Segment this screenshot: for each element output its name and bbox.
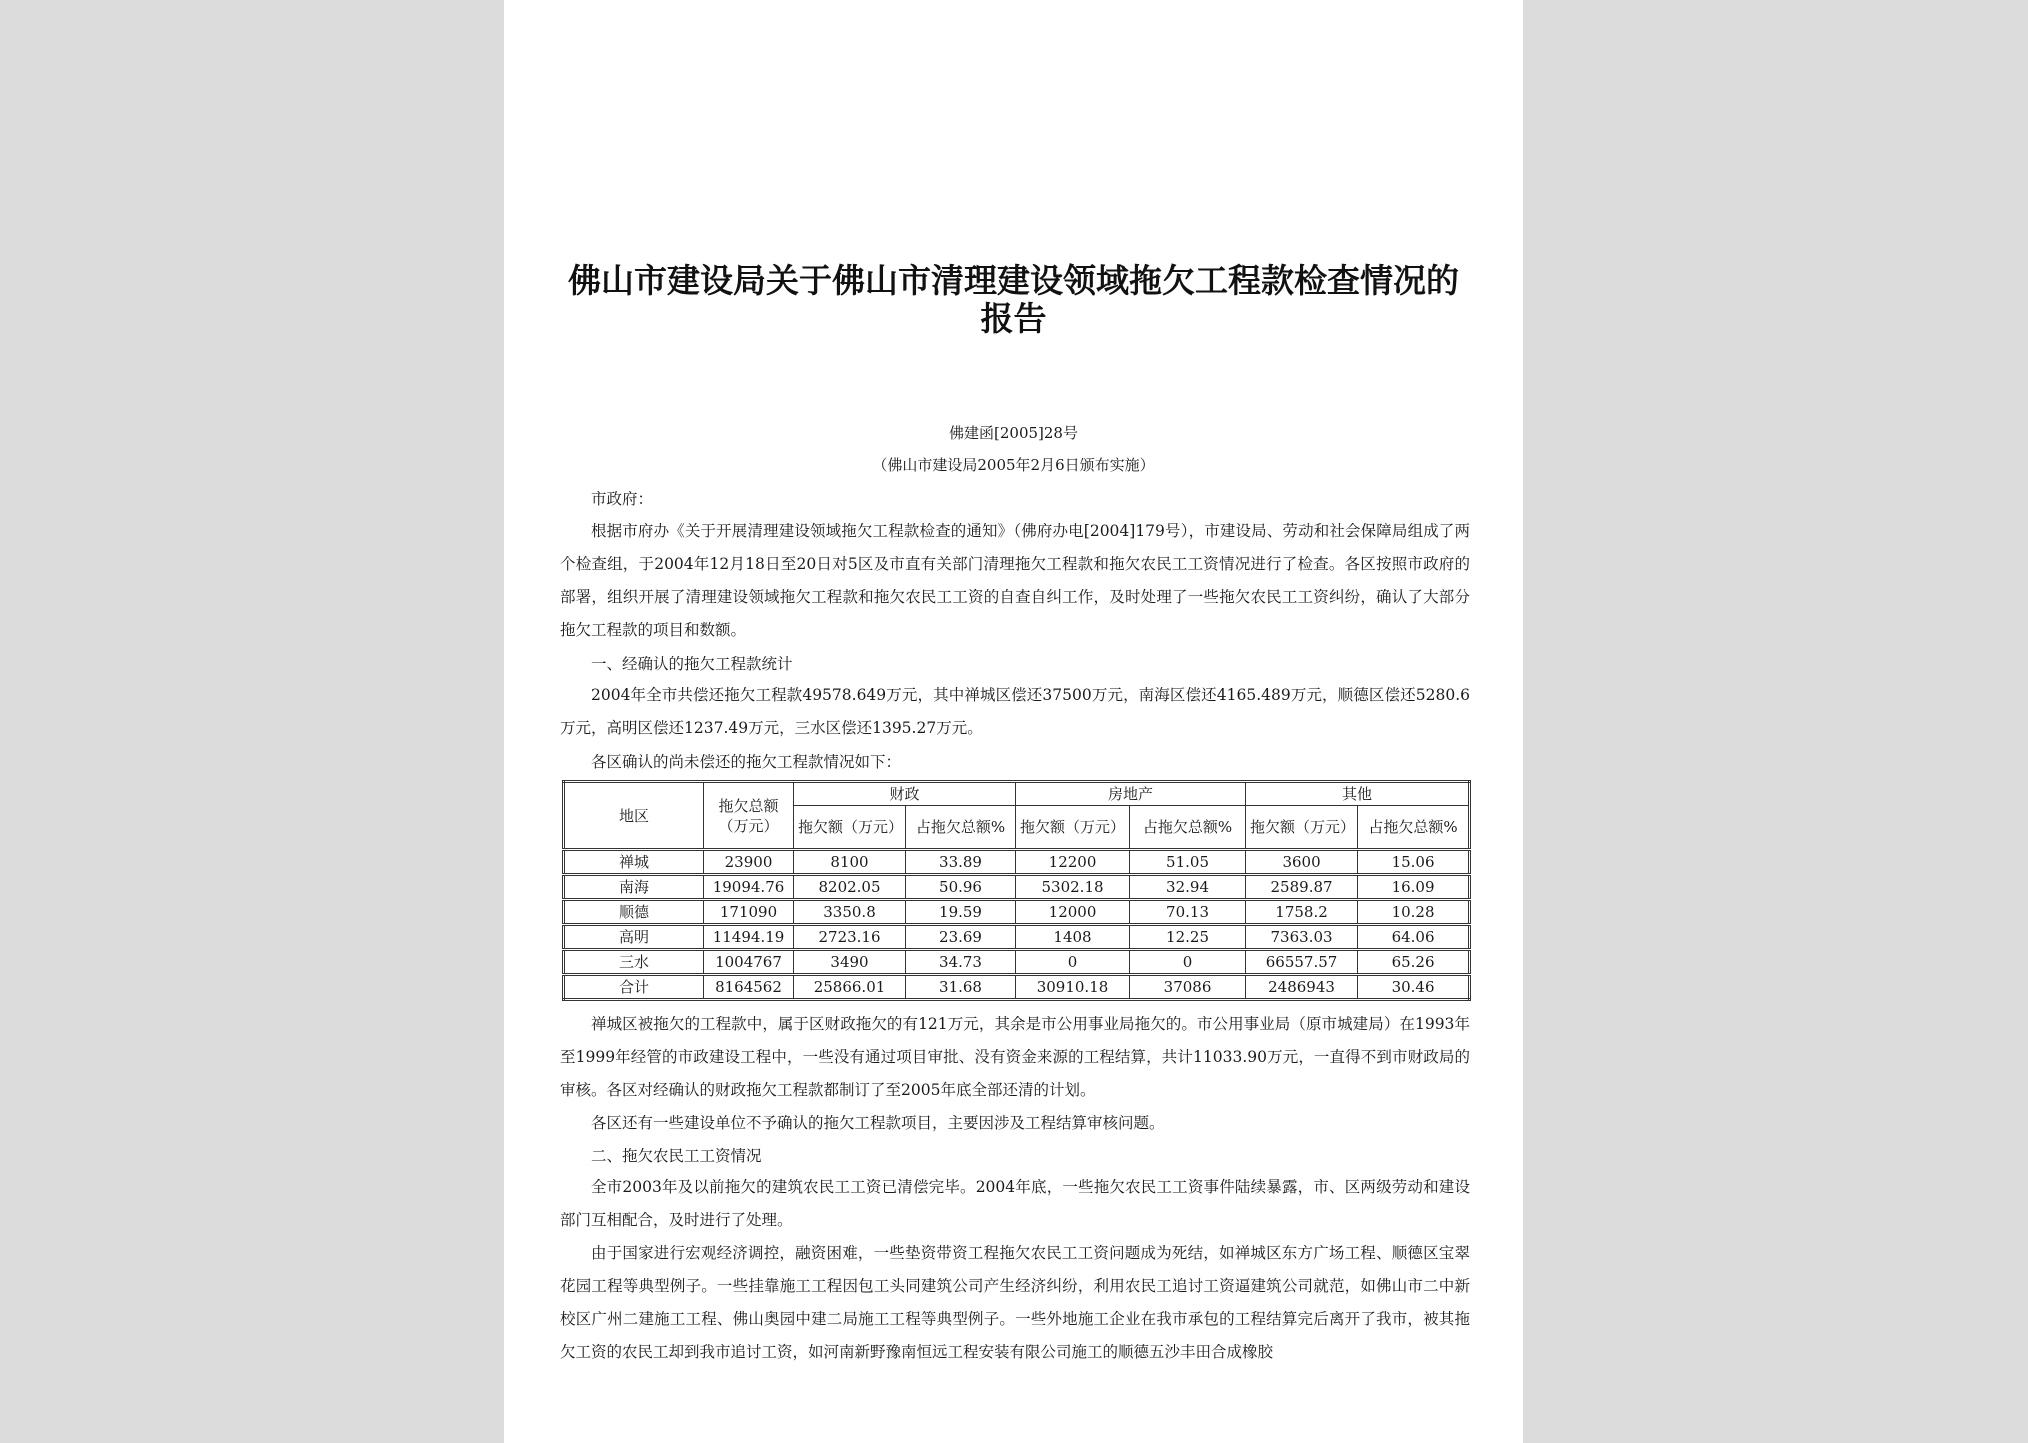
- cell-other-percent: 30.46: [1358, 975, 1470, 1000]
- cell-other-amount: 2486943: [1246, 975, 1358, 1000]
- cell-realestate-amount: 30910.18: [1016, 975, 1130, 1000]
- table-row-total: [564, 975, 1470, 1000]
- cell-total: 11494.19: [704, 925, 794, 950]
- cell-finance-percent: 34.73: [906, 950, 1016, 975]
- section-heading-1: 一、经确认的拖欠工程款统计: [591, 655, 793, 673]
- table-row: [564, 850, 1470, 875]
- document-number: 佛建函[2005]28号: [949, 424, 1078, 442]
- cell-finance-percent: 31.68: [906, 975, 1016, 1000]
- header-other-amount: 拖欠额（万元）: [1246, 806, 1358, 850]
- cell-other-percent: 64.06: [1358, 925, 1470, 950]
- cell-realestate-amount: 1408: [1016, 925, 1130, 950]
- cell-other-amount: 66557.57: [1246, 950, 1358, 975]
- cell-region: 南海: [564, 875, 704, 900]
- cell-realestate-amount: 12000: [1016, 900, 1130, 925]
- cell-finance-percent: 50.96: [906, 875, 1016, 900]
- cell-total: 19094.76: [704, 875, 794, 900]
- cell-realestate-amount: 5302.18: [1016, 875, 1130, 900]
- paragraph-unconfirmed: 各区还有一些建设单位不予确认的拖欠工程款项目，主要因涉及工程结算审核问题。: [591, 1114, 1165, 1132]
- cell-total: 23900: [704, 850, 794, 875]
- cell-other-percent: 16.09: [1358, 875, 1470, 900]
- table-row: [564, 900, 1470, 925]
- table-intro: 各区确认的尚未偿还的拖欠工程款情况如下：: [591, 753, 902, 771]
- cell-realestate-percent: 32.94: [1130, 875, 1246, 900]
- cell-realestate-percent: 0: [1130, 950, 1246, 975]
- cell-region: 合计: [564, 975, 704, 1000]
- header-region: 地区: [564, 782, 704, 850]
- cell-total: 8164562: [704, 975, 794, 1000]
- table-row: [564, 950, 1470, 975]
- cell-finance-percent: 33.89: [906, 850, 1016, 875]
- header-realestate-percent: 占拖欠总额%: [1130, 806, 1246, 850]
- cell-region: 顺德: [564, 900, 704, 925]
- cell-total: 171090: [704, 900, 794, 925]
- cell-finance-amount: 3490: [794, 950, 906, 975]
- paragraph-repaid: 2004年全市共偿还拖欠工程款49578.649万元，其中禅城区偿还37500万元，南海区偿还4165.489万元，顺德区偿还5280.6万元，高明区偿还1237.49万元，三水区偿还1395.27万元。: [560, 686, 1470, 737]
- header-other-percent: 占拖欠总额%: [1358, 806, 1470, 850]
- cell-other-percent: 15.06: [1358, 850, 1470, 875]
- cell-finance-amount: 8100: [794, 850, 906, 875]
- salutation: 市政府：: [591, 490, 654, 508]
- document-title: 佛山市建设局关于佛山市清理建设领域拖欠工程款检查情况的报告: [568, 261, 1459, 338]
- document-page: [504, 0, 1523, 1443]
- cell-other-amount: 2589.87: [1246, 875, 1358, 900]
- cell-finance-amount: 2723.16: [794, 925, 906, 950]
- header-realestate-amount: 拖欠额（万元）: [1016, 806, 1130, 850]
- issue-note: （佛山市建设局2005年2月6日颁布实施）: [872, 456, 1155, 474]
- table-row: [564, 925, 1470, 950]
- cell-finance-amount: 8202.05: [794, 875, 906, 900]
- header-group-other: 其他: [1246, 782, 1470, 806]
- cell-region: 高明: [564, 925, 704, 950]
- cell-finance-percent: 23.69: [906, 925, 1016, 950]
- paragraph-intro: 根据市府办《关于开展清理建设领域拖欠工程款检查的通知》（佛府办电[2004]179号），市建设局、劳动和社会保障局组成了两个检查组，于2004年12月18日至20日对5区及市直有关部门清理拖欠工程款和拖欠农民工工资情况进行了检查。各区按照市政府的部署，组织开展了清理建设领域拖欠工程款和拖欠农民工工资的自查自纠工作，及时处理了一些拖欠农民工工资纠纷，确认了大部分拖欠工程款的项目和数额。: [560, 522, 1470, 639]
- cell-realestate-percent: 12.25: [1130, 925, 1246, 950]
- cell-finance-amount: 3350.8: [794, 900, 906, 925]
- paragraph-causes: 由于国家进行宏观经济调控，融资困难，一些垫资带资工程拖欠农民工工资问题成为死结，如禅城区东方广场工程、顺德区宝翠花园工程等典型例子。一些挂靠施工工程因包工头同建筑公司产生经济纠纷，利用农民工追讨工资逼建筑公司就范，如佛山市二中新校区广州二建施工工程、佛山奥园中建二局施工工程等典型例子。一些外地施工企业在我市承包的工程结算完后离开了我市，被其拖欠工资的农民工却到我市追讨工资，如河南新野豫南恒远工程安装有限公司施工的顺德五沙丰田合成橡胶: [560, 1244, 1470, 1361]
- cell-other-amount: 3600: [1246, 850, 1358, 875]
- table-row: [564, 875, 1470, 900]
- cell-realestate-percent: 51.05: [1130, 850, 1246, 875]
- header-finance-percent: 占拖欠总额%: [906, 806, 1016, 850]
- paragraph-wages: 全市2003年及以前拖欠的建筑农民工工资已清偿完毕。2004年底，一些拖欠农民工工资事件陆续暴露，市、区两级劳动和建设部门互相配合，及时进行了处理。: [560, 1178, 1470, 1229]
- cell-realestate-percent: 70.13: [1130, 900, 1246, 925]
- paragraph-chancheng: 禅城区被拖欠的工程款中，属于区财政拖欠的有121万元，其余是市公用事业局拖欠的。市公用事业局（原市城建局）在1993年至1999年经管的市政建设工程中，一些没有通过项目审批、没有资金来源的工程结算，共计11033.90万元，一直得不到市财政局的审核。各区对经确认的财政拖欠工程款都制订了至2005年底全部还清的计划。: [560, 1015, 1470, 1099]
- cell-region: 禅城: [564, 850, 704, 875]
- header-total: 拖欠总额（万元）: [704, 782, 794, 850]
- header-group-finance: 财政: [794, 782, 1016, 806]
- cell-other-percent: 65.26: [1358, 950, 1470, 975]
- cell-realestate-amount: 0: [1016, 950, 1130, 975]
- cell-region: 三水: [564, 950, 704, 975]
- section-heading-2: 二、拖欠农民工工资情况: [591, 1147, 762, 1165]
- cell-finance-percent: 19.59: [906, 900, 1016, 925]
- header-group-realestate: 房地产: [1016, 782, 1246, 806]
- arrears-table: [562, 780, 1471, 1001]
- cell-realestate-percent: 37086: [1130, 975, 1246, 1000]
- cell-other-amount: 7363.03: [1246, 925, 1358, 950]
- header-finance-amount: 拖欠额（万元）: [794, 806, 906, 850]
- cell-other-percent: 10.28: [1358, 900, 1470, 925]
- cell-finance-amount: 25866.01: [794, 975, 906, 1000]
- cell-other-amount: 1758.2: [1246, 900, 1358, 925]
- cell-total: 1004767: [704, 950, 794, 975]
- cell-realestate-amount: 12200: [1016, 850, 1130, 875]
